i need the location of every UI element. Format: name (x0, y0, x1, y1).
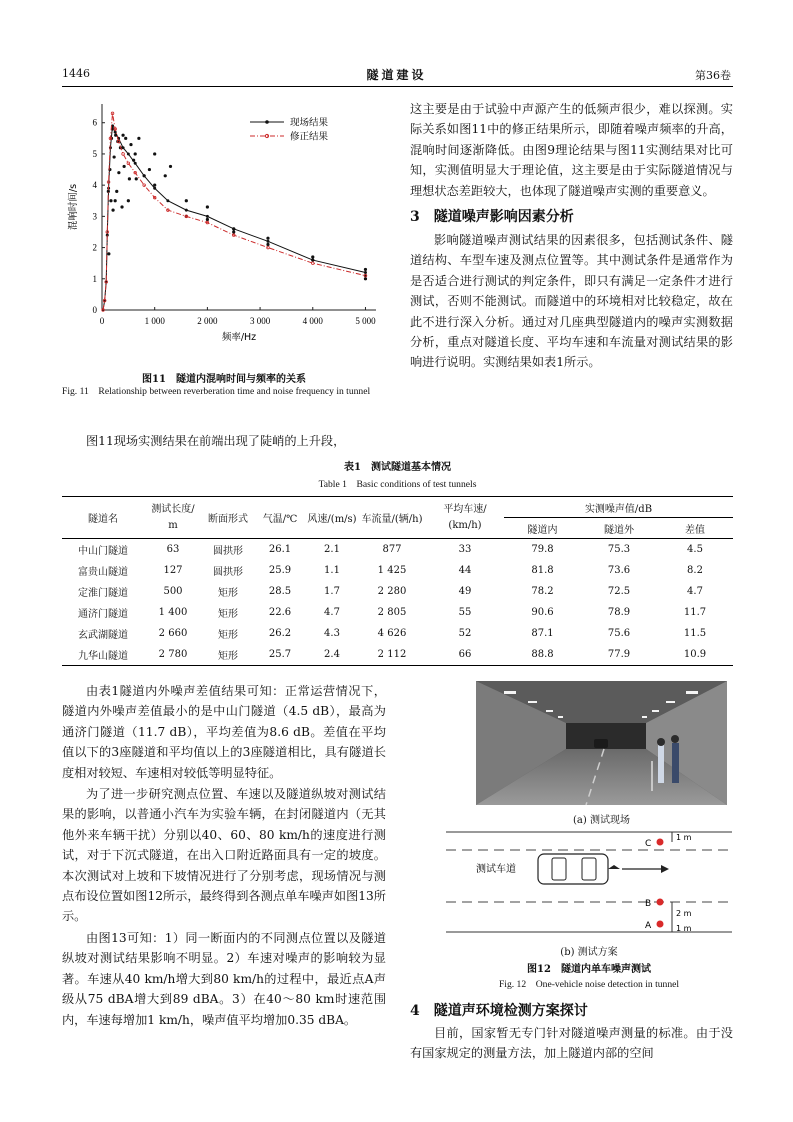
y-tick-label: 1 (92, 273, 97, 284)
th-length-unit: m (168, 519, 178, 531)
scatter-point (206, 205, 209, 208)
table-cell-inside: 79.8 (531, 544, 554, 555)
scatter-point (128, 177, 131, 180)
scatter-point (127, 199, 130, 202)
table-cell-speed: 44 (458, 565, 472, 576)
tunnel-photo-image (476, 681, 727, 805)
table-cell-speed: 55 (458, 607, 472, 618)
table-cell-outside: 73.6 (607, 565, 631, 576)
th-noise: 实测噪声值/dB (504, 497, 733, 518)
series-point (206, 215, 209, 218)
table-cell-speed: 49 (458, 586, 472, 597)
table-cell-section: 圆拱形 (213, 567, 243, 578)
right-column-top (410, 99, 733, 373)
arrow-head-icon (661, 865, 669, 873)
series-point (127, 152, 130, 155)
legend-label-1: 修正结果 (290, 131, 329, 143)
scatter-point (115, 190, 118, 193)
test-car-icon (538, 854, 620, 884)
table-cell-inside: 90.6 (531, 607, 554, 618)
left-paragraph-4: 由图13可知：1）同一断面内的不同测点位置以及隧道纵坡对测试结果影响不明显。2）车速对噪声的影响较为显著。车速从40 km/h增大到80 km/h的过程中，最近点A声级从75 dBA增大到89 dBA。3）在40～80 km时速范围内，车速每增加1 km/h，噪声值平均增加0.35 dBA。 (62, 930, 386, 1027)
table-1-caption-zh: 表1 测试隧道基本情况 (344, 462, 451, 473)
scatter-point (107, 252, 110, 255)
table-cell-section: 矩形 (218, 588, 238, 599)
x-tick-label: 0 (99, 316, 105, 326)
section-4-title: 4 隧道声环境检测方案探讨 (410, 1003, 588, 1019)
x-tick-label: 3 000 (249, 316, 271, 326)
section-3-paragraph: 影响隧道噪声测试结果的因素很多，包括测试条件、隧道结构、车型车速及测点位置等。其中测试条件是通常作为是否适合进行测试的判定条件，即只有满足一定条件才进行测试，否则不能测试。而隧道中的环境相对比较稳定，故在此不进行深入分析。通过对几座典型隧道内的噪声实测数据分析，重点对隧道长度、平均车速和车流量对测试结果的影响进行说明。实测结果如表1所示。 (410, 233, 733, 370)
volume-label: 第36卷 (695, 69, 731, 82)
scatter-point (364, 277, 367, 280)
scheme-lane-label: 测试车道 (476, 864, 516, 875)
scatter-point (123, 165, 126, 168)
table-cell-diff: 11.5 (683, 628, 707, 639)
scatter-point (137, 137, 140, 140)
table-cell-speed: 33 (458, 544, 472, 555)
table-cell-diff: 4.7 (687, 586, 703, 597)
figure-12-scheme (446, 828, 732, 936)
series-point (134, 162, 137, 165)
table-cell-outside: 75.6 (607, 628, 631, 639)
table-cell-wind: 2.4 (306, 644, 358, 666)
scatter-point (120, 205, 123, 208)
th-inside: 隧道内 (504, 518, 581, 539)
scatter-point (153, 152, 156, 155)
figure-11-caption-en: Fig. 11 Relationship between reverberation time and noise frequency in tunnel (62, 386, 371, 397)
series-point (185, 209, 188, 212)
table-cell-diff: 4.5 (687, 544, 703, 555)
th-wind: 风速/(m/s) (306, 497, 358, 539)
point-c-marker (657, 839, 664, 846)
point-b-marker (657, 899, 664, 906)
page-number: 1446 (62, 67, 90, 80)
table-cell-inside: 78.2 (531, 586, 554, 597)
table-row (62, 560, 733, 581)
table-cell-speed: 66 (426, 644, 504, 666)
th-section: 断面形式 (202, 497, 254, 539)
table-cell-flow: 2 805 (377, 607, 407, 618)
scatter-point (129, 143, 132, 146)
scatter-point (124, 137, 127, 140)
series-point (153, 187, 156, 190)
series-point (232, 227, 235, 230)
scatter-point (169, 165, 172, 168)
table-cell-inside: 87.1 (531, 628, 554, 639)
scatter-point (206, 218, 209, 221)
scatter-point (114, 199, 117, 202)
table-cell-inside: 88.8 (504, 644, 581, 666)
table-cell-length: 63 (166, 544, 180, 555)
table-cell-wind: 4.3 (324, 628, 340, 639)
x-tick-label: 5 000 (355, 316, 376, 326)
table-cell-outside: 72.5 (607, 586, 631, 597)
header-rule (62, 86, 733, 87)
table-row (62, 623, 733, 644)
series-point (143, 174, 146, 177)
figure-12-sub-b: (b) 测试方案 (560, 947, 618, 958)
y-tick-label: 4 (92, 180, 97, 191)
table-cell-section: 矩形 (218, 609, 238, 620)
table-cell-outside: 75.3 (607, 544, 631, 555)
table-cell-diff: 11.7 (683, 607, 707, 618)
scatter-point (232, 230, 235, 233)
table-cell-temp: 25.7 (254, 644, 306, 666)
table-cell-length: 2 780 (144, 644, 202, 666)
series-point (266, 240, 269, 243)
table-row (62, 644, 733, 666)
x-tick-label: 2 000 (197, 316, 218, 326)
scatter-point (111, 209, 114, 212)
scatter-point (311, 255, 314, 258)
legend-marker-0 (265, 120, 269, 124)
table-cell-flow: 2 112 (358, 644, 426, 666)
figure-12-scheme-diagram (446, 828, 732, 936)
th-outside: 隧道外 (581, 518, 657, 539)
table-cell-wind: 2.1 (324, 544, 340, 555)
th-speed-label: 平均车速/ (443, 503, 487, 515)
table-cell-wind: 1.1 (324, 565, 340, 576)
dim-2m: 2 m (676, 909, 692, 918)
figure-11-caption-zh: 图11 隧道内混响时间与频率的关系 (142, 374, 306, 385)
table-cell-wind: 1.7 (324, 586, 340, 597)
x-tick-label: 1 000 (144, 316, 165, 326)
table-cell-section: 矩形 (202, 644, 254, 666)
th-flow: 车流量/(辆/h) (358, 497, 426, 539)
table-cell-inside: 81.8 (531, 565, 554, 576)
x-tick-label: 4 000 (302, 316, 323, 326)
table-cell-diff: 10.9 (657, 644, 733, 666)
scatter-point (134, 152, 137, 155)
scatter-point (135, 177, 138, 180)
table-cell-length: 127 (163, 565, 183, 576)
figure-12-sub-a: (a) 测试现场 (573, 815, 630, 826)
table-cell-temp: 25.9 (268, 565, 292, 576)
table-cell-name: 九华山隧道 (62, 644, 144, 666)
table-1-caption-en: Table 1 Basic conditions of test tunnels (318, 479, 477, 490)
table-row (62, 602, 733, 623)
scatter-point (364, 268, 367, 271)
scatter-point (117, 171, 120, 174)
scatter-point (121, 134, 124, 137)
y-tick-label: 6 (92, 117, 97, 128)
table-cell-name: 中山门隧道 (78, 546, 128, 557)
scatter-point (164, 174, 167, 177)
table-cell-diff: 8.2 (687, 565, 703, 576)
section-3-title: 3 隧道噪声影响因素分析 (410, 209, 574, 226)
section-4-paragraph: 目前，国家暂无专门针对隧道噪声测量的标准。由于没有国家规定的测量方法，加上隧道内部的空间 (410, 1026, 733, 1061)
series-point (122, 146, 125, 149)
th-speed-unit: (km/h) (448, 519, 482, 531)
table-cell-length: 1 400 (158, 607, 188, 618)
figure-12-photo (476, 681, 727, 805)
scatter-point (113, 155, 116, 158)
series-point (364, 271, 367, 274)
y-tick-label: 2 (92, 242, 97, 253)
th-temp: 气温/℃ (254, 497, 306, 539)
table-row (62, 581, 733, 602)
table-cell-flow: 2 280 (377, 586, 407, 597)
y-tick-label: 5 (92, 148, 97, 159)
section-4 (410, 1000, 733, 1064)
left-paragraph-1-text: 图11现场实测结果在前端出现了陡峭的上升段， (86, 434, 346, 448)
dim-1m-bottom: 1 m (676, 924, 692, 933)
scatter-point (266, 237, 269, 240)
right-paragraph-1: 这主要是由于试验中声源产生的低频声很少，难以探测。实际关系如图11中的修正结果所示，即随着噪声频率的升高，混响时间逐渐降低。由图9理论结果与图11实测结果对比可知，实测值明显大于理论值，这主要是由于实际隧道情况与理想状态差距较大，也体现了隧道噪声实测的重要意义。 (410, 102, 733, 198)
figure-12-caption-zh: 图12 隧道内单车噪声测试 (527, 964, 651, 975)
table-cell-outside: 77.9 (581, 644, 657, 666)
table-cell-flow: 1 425 (377, 565, 407, 576)
y-tick-label: 0 (92, 305, 97, 315)
y-axis-label: 混响时间/s (68, 183, 79, 231)
figure-11 (62, 96, 386, 364)
table-cell-name: 通济门隧道 (78, 609, 128, 620)
th-name: 隧道名 (62, 497, 144, 539)
point-a-marker (657, 921, 664, 928)
scatter-point (109, 199, 112, 202)
table-cell-flow: 877 (382, 544, 402, 555)
th-length (144, 497, 202, 539)
table-cell-name: 玄武湖隧道 (78, 630, 128, 641)
th-length-label: 测试长度/ (151, 503, 195, 515)
x-axis-label: 频率/Hz (221, 332, 257, 343)
series-point (166, 199, 169, 202)
table-cell-temp: 28.5 (268, 586, 292, 597)
figure-11-chart (62, 96, 386, 364)
left-paragraph-3: 为了进一步研究测点位置、车速以及隧道纵坡对测试结果的影响，以普通小汽车为实验车辆，在封闭隧道内（无其他外来车辆干扰）分别以40、60、80 km/h的速度进行测试，对于下沉式隧道，在出入口附近路面具有一定的坡度。本次测试对上坡和下坡情况进行了分别考虑，现场情况与测点布设位置如图12所示，最终得到各测点单车噪声如图13所示。 (62, 787, 386, 924)
th-speed (426, 497, 504, 539)
point-a-label: A (645, 921, 652, 931)
table-1 (62, 496, 733, 666)
table-cell-wind: 4.7 (324, 607, 340, 618)
table-cell-temp: 22.6 (268, 607, 292, 618)
table-cell-section: 矩形 (218, 630, 238, 641)
th-diff: 差值 (657, 518, 733, 539)
left-paragraph-1 (62, 431, 386, 451)
figure-12-caption-en: Fig. 12 One-vehicle noise detection in tunnel (498, 979, 680, 990)
scatter-point (266, 243, 269, 246)
left-column-lower (62, 681, 386, 1030)
point-b-label: B (645, 899, 652, 909)
table-cell-length: 500 (163, 586, 183, 597)
scatter-point (148, 168, 151, 171)
table-cell-speed: 52 (458, 628, 472, 639)
table-cell-temp: 26.2 (268, 628, 292, 639)
point-c-label: C (645, 839, 652, 849)
table-row (62, 539, 733, 561)
table-cell-flow: 4 626 (377, 628, 407, 639)
table-cell-temp: 26.1 (268, 544, 292, 555)
table-cell-outside: 78.9 (607, 607, 631, 618)
table-cell-name: 富贵山隧道 (78, 567, 128, 578)
legend-label-0: 现场结果 (290, 117, 329, 129)
table-cell-length: 2 660 (158, 628, 188, 639)
table-cell-section: 圆拱形 (213, 546, 243, 557)
left-paragraph-2: 由表1隧道内外噪声差值结果可知：正常运营情况下，隧道内外噪声差值最小的是中山门隧道（4.5 dB），最高为通济门隧道（11.7 dB），平均差值为8.6 dB。差值在平均值以下的3座隧道和平均值以上的3座隧道相比，具有隧道长度相对较短、车速相对较低等明显特征。 (62, 684, 386, 780)
journal-title: 隧道建设 (366, 68, 427, 82)
table-cell-name: 定淮门隧道 (78, 588, 128, 599)
series-point (311, 259, 314, 262)
scatter-point (185, 199, 188, 202)
y-tick-label: 3 (92, 211, 97, 222)
dim-1m-top: 1 m (676, 833, 692, 842)
